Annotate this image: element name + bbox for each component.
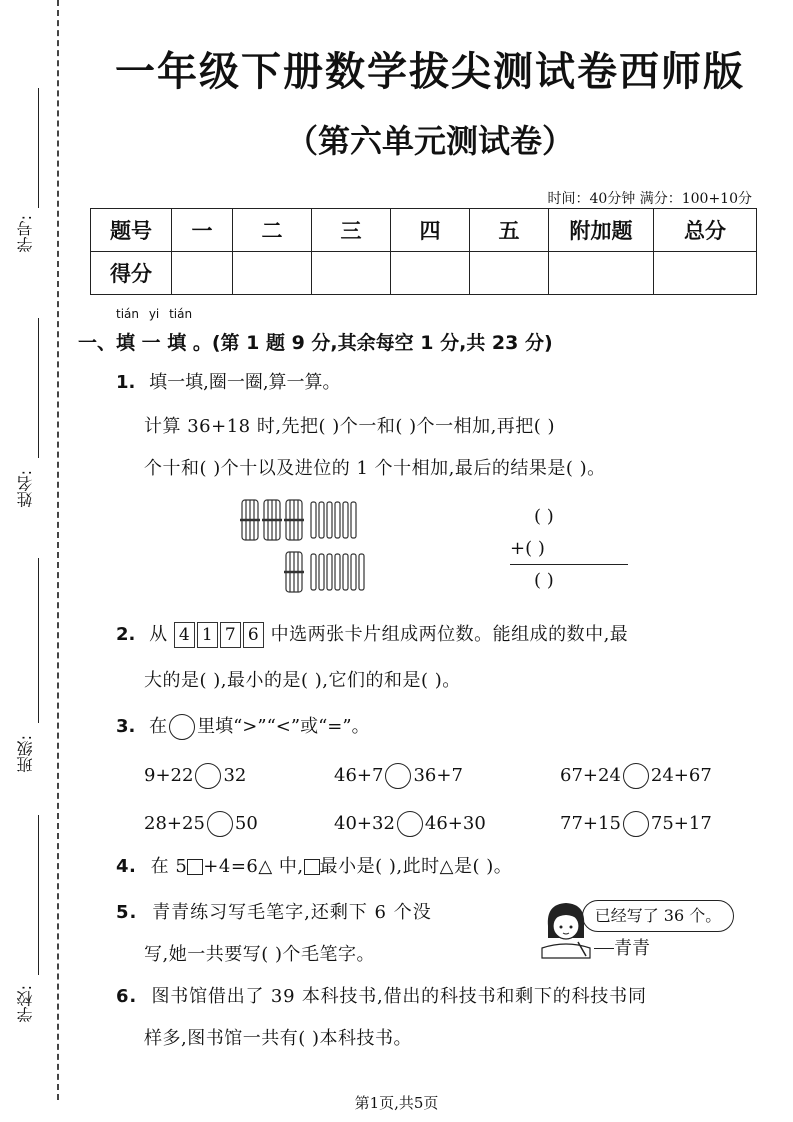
page-number: 第1页,共5页: [354, 1094, 439, 1112]
compare-left: 9+22: [144, 765, 194, 786]
question-3-title: [116, 714, 370, 740]
number-card: 4: [174, 622, 195, 648]
score-cell[interactable]: [391, 252, 470, 295]
score-table: [90, 208, 757, 295]
score-header-cell: 附加题: [549, 209, 654, 252]
vertical-calc-line: [510, 564, 628, 565]
question-text: 从: [149, 624, 168, 645]
question-text: 中选两张卡片组成两位数。能组成的数中,最: [270, 624, 629, 645]
question-text: 填一填,圈一圈,算一算。: [149, 372, 341, 393]
name-pointer-line: [594, 948, 614, 949]
name-label: 姓名:: [16, 470, 35, 508]
question-text: 在: [149, 716, 168, 737]
compare-right: 50: [234, 813, 258, 834]
question-2-line2: 大的是( ),最小的是( ),它们的和是( )。: [144, 670, 461, 691]
cut-line: [57, 0, 59, 1100]
question-5-line2: 写,她一共要写( )个毛笔字。: [144, 944, 375, 965]
comparison-circle-icon: [169, 714, 195, 740]
score-header-cell: 三: [312, 209, 391, 252]
score-cell[interactable]: [549, 252, 654, 295]
vertical-calc-result: ( ): [534, 570, 554, 591]
score-header-cell: 一: [172, 209, 233, 252]
score-header-cell: 题号: [91, 209, 172, 252]
compare-left: 46+7: [334, 765, 384, 786]
speech-bubble: 已经写了 36 个。: [582, 900, 734, 932]
class-label: 班级:: [16, 735, 35, 773]
question-2-line1: [116, 622, 628, 648]
school-label: 学校:: [16, 985, 35, 1023]
question-1-line2: 个十和( )个十以及进位的 1 个十相加,最后的结果是( )。: [144, 458, 606, 479]
question-text: 青青练习写毛笔字,还剩下 6 个没: [152, 902, 432, 923]
question-number: 6.: [116, 986, 137, 1007]
school-rule: [38, 815, 39, 975]
question-text: 在 5: [150, 856, 188, 877]
character-name: 青青: [614, 938, 650, 959]
score-cell[interactable]: [233, 252, 312, 295]
compare-left: 67+24: [560, 765, 621, 786]
time-info: 时间：40分钟 满分：100+10分: [547, 191, 752, 207]
number-card: 6: [243, 622, 264, 648]
bundles-row1: [240, 500, 356, 540]
compare-item: [144, 763, 246, 789]
compare-item: [144, 811, 258, 837]
question-text: +4=6△ 中,: [203, 856, 304, 877]
compare-circle[interactable]: [623, 763, 649, 789]
question-text: 图书馆借出了 39 本科技书,借出的科技书和剩下的科技书同: [151, 986, 647, 1007]
compare-left: 40+32: [334, 813, 395, 834]
compare-item: [334, 811, 486, 837]
name-rule: [38, 318, 39, 458]
compare-item: [334, 763, 463, 789]
compare-circle[interactable]: [195, 763, 221, 789]
student-id-label: 学号:: [16, 215, 35, 253]
compare-right: 36+7: [413, 765, 463, 786]
class-rule: [38, 558, 39, 723]
student-id-rule: [38, 88, 39, 208]
section-heading: 一、填 一 填 。(第 1 题 9 分,其余每空 1 分,共 23 分): [78, 332, 553, 354]
question-1-title: [116, 372, 341, 394]
score-table-score-row: [91, 252, 757, 295]
counting-sticks-illustration: [238, 496, 368, 596]
score-header-cell: 四: [391, 209, 470, 252]
question-5-line1: [116, 902, 432, 924]
square-icon: [304, 859, 320, 875]
score-cell[interactable]: [312, 252, 391, 295]
question-number: 2.: [116, 624, 136, 645]
question-number: 3.: [116, 716, 136, 737]
bundles-row2: [284, 552, 364, 592]
question-text: 里填“>”“<”或“=”。: [197, 716, 370, 737]
compare-right: 32: [223, 765, 247, 786]
question-4: [116, 856, 512, 878]
vertical-calc-addend2: +( ): [510, 538, 545, 559]
question-text: 最小是( ),此时△是( )。: [319, 856, 513, 877]
score-row-label: 得分: [91, 252, 172, 295]
score-cell[interactable]: [172, 252, 233, 295]
question-number: 4.: [116, 856, 137, 877]
compare-circle[interactable]: [385, 763, 411, 789]
compare-circle[interactable]: [623, 811, 649, 837]
score-cell[interactable]: [654, 252, 757, 295]
compare-left: 77+15: [560, 813, 621, 834]
question-number: 1.: [116, 372, 136, 393]
score-header-cell: 五: [470, 209, 549, 252]
question-6-line2: 样多,图书馆一共有( )本科技书。: [144, 1028, 412, 1049]
vertical-calc-addend1: ( ): [534, 506, 554, 527]
compare-right: 75+17: [650, 813, 712, 834]
page-title: 一年级下册数学拔尖测试卷西师版: [115, 49, 745, 95]
compare-left: 28+25: [144, 813, 205, 834]
number-card: 1: [197, 622, 218, 648]
score-header-cell: 二: [233, 209, 312, 252]
compare-right: 24+67: [650, 765, 712, 786]
page-subtitle: （第六单元测试卷）: [285, 122, 574, 160]
question-1-line1: 计算 36+18 时,先把( )个一和( )个一相加,再把( ): [144, 416, 556, 437]
score-table-header-row: [91, 209, 757, 252]
score-cell[interactable]: [470, 252, 549, 295]
compare-item: [560, 763, 712, 789]
score-header-cell: 总分: [654, 209, 757, 252]
question-6-line1: [116, 986, 647, 1008]
compare-item: [560, 811, 712, 837]
number-card: 7: [220, 622, 241, 648]
question-number: 5.: [116, 902, 138, 923]
square-icon: [187, 859, 203, 875]
compare-right: 46+30: [424, 813, 486, 834]
compare-circle[interactable]: [207, 811, 233, 837]
section-pinyin: tián yi tián: [116, 307, 193, 321]
compare-circle[interactable]: [397, 811, 423, 837]
